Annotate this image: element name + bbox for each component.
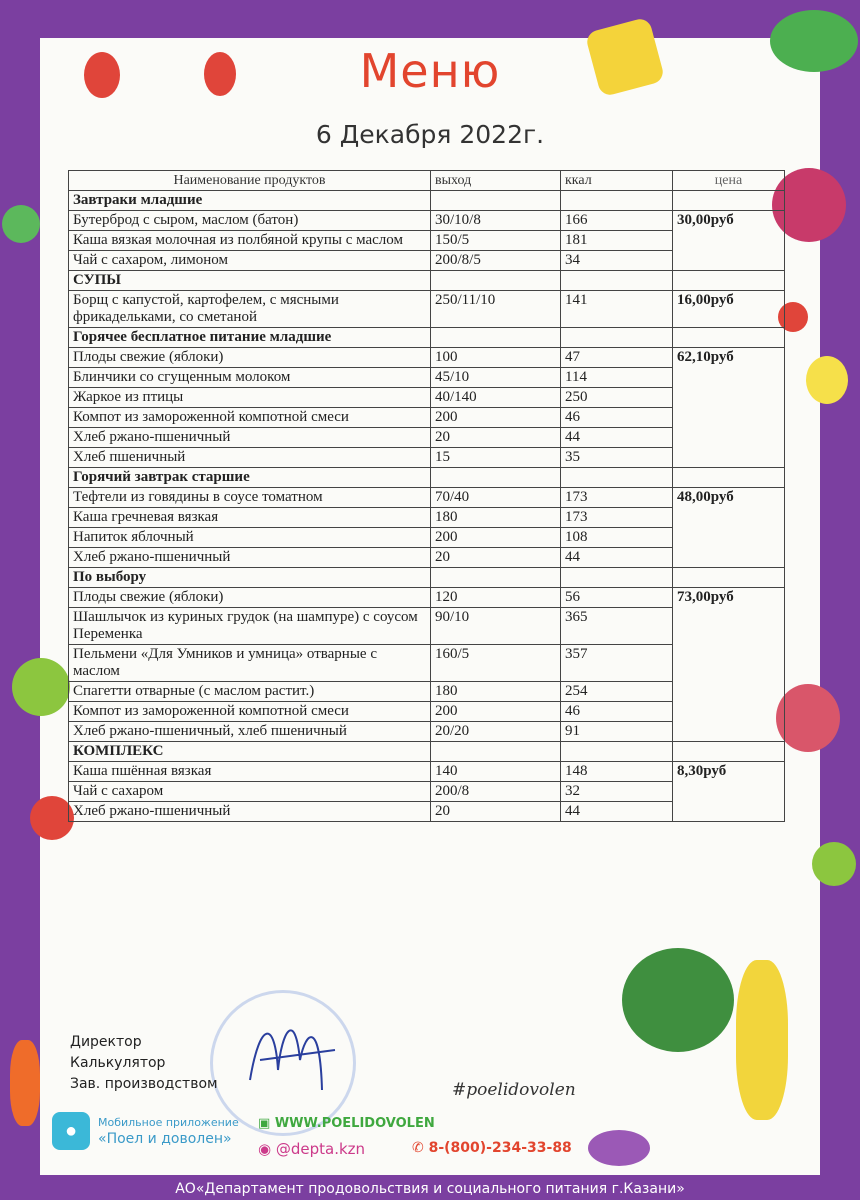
item-name: Борщ с капустой, картофелем, с мясными фрикадельками, со сметаной — [69, 291, 431, 328]
signatures-block — [70, 1032, 218, 1095]
signature-production: Зав. производством — [70, 1076, 218, 1092]
item-name: Компот из замороженной компотной смеси — [69, 702, 431, 722]
item-name: Напиток яблочный — [69, 528, 431, 548]
section-empty-cell — [561, 191, 673, 211]
item-name: Хлеб ржано-пшеничный — [69, 428, 431, 448]
item-yield: 150/5 — [431, 231, 561, 251]
item-name: Хлеб ржано-пшеничный — [69, 548, 431, 568]
item-kcal: 108 — [561, 528, 673, 548]
website-link[interactable] — [258, 1116, 435, 1131]
footer-organization: АО«Департамент продовольствия и социального питания г.Казани» — [175, 1181, 685, 1197]
item-name: Каша вязкая молочная из полбяной крупы с маслом — [69, 231, 431, 251]
section-price: 73,00руб — [673, 588, 785, 742]
phone-link[interactable] — [412, 1140, 572, 1156]
hashtag: #poelidovolen — [452, 1080, 576, 1100]
item-yield: 160/5 — [431, 645, 561, 682]
item-yield: 20 — [431, 802, 561, 822]
instagram-link[interactable] — [258, 1140, 365, 1158]
item-kcal: 35 — [561, 448, 673, 468]
table-row — [69, 348, 785, 368]
item-name: Хлеб ржано-пшеничный — [69, 802, 431, 822]
section-empty-cell — [431, 568, 561, 588]
item-name: Чай с сахаром, лимоном — [69, 251, 431, 271]
table-row — [69, 211, 785, 231]
item-name: Каша гречневая вязкая — [69, 508, 431, 528]
item-yield: 200 — [431, 408, 561, 428]
menu-table-body — [69, 171, 785, 822]
item-yield: 120 — [431, 588, 561, 608]
phone-icon: ✆ — [412, 1140, 429, 1156]
section-price: 8,30руб — [673, 762, 785, 822]
item-kcal: 166 — [561, 211, 673, 231]
section-price: 30,00руб — [673, 211, 785, 271]
item-kcal: 254 — [561, 682, 673, 702]
section-empty-cell — [673, 271, 785, 291]
website-text: WWW.POELIDOVOLEN — [274, 1116, 435, 1131]
item-yield: 45/10 — [431, 368, 561, 388]
section-row — [69, 568, 785, 588]
header-price: цена — [673, 171, 785, 191]
apple-character-icon — [12, 658, 70, 716]
item-yield: 30/10/8 — [431, 211, 561, 231]
section-empty-cell — [673, 328, 785, 348]
item-yield: 20 — [431, 548, 561, 568]
item-kcal: 250 — [561, 388, 673, 408]
table-row — [69, 488, 785, 508]
item-yield: 250/11/10 — [431, 291, 561, 328]
carrot-character-icon — [10, 1040, 40, 1126]
chat-bubble-icon: ● — [52, 1112, 90, 1150]
item-yield: 100 — [431, 348, 561, 368]
section-empty-cell — [561, 742, 673, 762]
item-yield: 70/40 — [431, 488, 561, 508]
item-kcal: 91 — [561, 722, 673, 742]
section-empty-cell — [431, 271, 561, 291]
broccoli-character-icon — [622, 948, 734, 1052]
candy-icon — [588, 1130, 650, 1166]
item-name: Спагетти отварные (с маслом растит.) — [69, 682, 431, 702]
section-empty-cell — [431, 328, 561, 348]
item-kcal: 46 — [561, 702, 673, 722]
section-empty-cell — [561, 568, 673, 588]
item-kcal: 44 — [561, 548, 673, 568]
item-kcal: 56 — [561, 588, 673, 608]
item-name: Хлеб ржано-пшеничный, хлеб пшеничный — [69, 722, 431, 742]
item-name: Жаркое из птицы — [69, 388, 431, 408]
steak-character-icon — [776, 684, 840, 752]
section-empty-cell — [561, 328, 673, 348]
item-name: Плоды свежие (яблоки) — [69, 588, 431, 608]
item-name: Хлеб пшеничный — [69, 448, 431, 468]
mobile-app-link[interactable] — [52, 1112, 239, 1150]
item-kcal: 357 — [561, 645, 673, 682]
item-name: Тефтели из говядины в соусе томатном — [69, 488, 431, 508]
signature-calculator: Калькулятор — [70, 1055, 166, 1071]
signature-director: Директор — [70, 1034, 142, 1050]
item-yield: 20 — [431, 428, 561, 448]
item-kcal: 173 — [561, 488, 673, 508]
section-empty-cell — [561, 271, 673, 291]
menu-date: 6 Декабря 2022г. — [315, 120, 545, 149]
item-name: Бутерброд с сыром, маслом (батон) — [69, 211, 431, 231]
item-yield: 90/10 — [431, 608, 561, 645]
table-row — [69, 588, 785, 608]
section-empty-cell — [673, 568, 785, 588]
item-name: Пельмени «Для Умников и умница» отварные с маслом — [69, 645, 431, 682]
table-row — [69, 762, 785, 782]
item-yield: 200 — [431, 528, 561, 548]
item-name: Плоды свежие (яблоки) — [69, 348, 431, 368]
section-empty-cell — [673, 742, 785, 762]
item-kcal: 173 — [561, 508, 673, 528]
section-empty-cell — [431, 191, 561, 211]
item-kcal: 148 — [561, 762, 673, 782]
item-yield: 40/140 — [431, 388, 561, 408]
page-title: Меню — [359, 44, 501, 98]
banana-character-icon — [736, 960, 788, 1120]
item-yield: 200 — [431, 702, 561, 722]
item-kcal: 141 — [561, 291, 673, 328]
mobile-app-text — [98, 1115, 239, 1147]
section-empty-cell — [431, 468, 561, 488]
section-price: 48,00руб — [673, 488, 785, 568]
instagram-icon: ◉ — [258, 1140, 276, 1158]
section-row — [69, 468, 785, 488]
instagram-handle: @depta.kzn — [275, 1140, 366, 1158]
item-yield: 140 — [431, 762, 561, 782]
section-title: Горячее бесплатное питание младшие — [69, 328, 431, 348]
header-kcal: ккал — [561, 171, 673, 191]
section-price: 16,00руб — [673, 291, 785, 328]
item-kcal: 46 — [561, 408, 673, 428]
item-yield: 15 — [431, 448, 561, 468]
app-caption: Мобильное приложение — [98, 1116, 239, 1129]
section-row — [69, 742, 785, 762]
item-name: Чай с сахаром — [69, 782, 431, 802]
section-title: Завтраки младшие — [69, 191, 431, 211]
item-kcal: 181 — [561, 231, 673, 251]
section-row — [69, 328, 785, 348]
item-kcal: 114 — [561, 368, 673, 388]
item-name: Компот из замороженной компотной смеси — [69, 408, 431, 428]
header-name: Наименование продуктов — [69, 171, 431, 191]
item-name: Блинчики со сгущенным молоком — [69, 368, 431, 388]
item-yield: 180 — [431, 682, 561, 702]
leaf-icon — [2, 205, 40, 243]
section-row — [69, 191, 785, 211]
leaf-icon — [812, 842, 856, 886]
item-kcal: 32 — [561, 782, 673, 802]
section-title: По выбору — [69, 568, 431, 588]
table-header-row — [69, 171, 785, 191]
item-kcal: 47 — [561, 348, 673, 368]
section-empty-cell — [673, 468, 785, 488]
section-empty-cell — [431, 742, 561, 762]
menu-table — [68, 170, 785, 822]
item-kcal: 365 — [561, 608, 673, 645]
app-name: «Поел и доволен» — [98, 1131, 232, 1147]
item-yield: 180 — [431, 508, 561, 528]
section-empty-cell — [673, 191, 785, 211]
item-kcal: 44 — [561, 428, 673, 448]
item-yield: 200/8/5 — [431, 251, 561, 271]
section-row — [69, 271, 785, 291]
section-empty-cell — [561, 468, 673, 488]
table-row — [69, 291, 785, 328]
lemon-character-icon — [806, 356, 848, 404]
item-kcal: 44 — [561, 802, 673, 822]
section-price: 62,10руб — [673, 348, 785, 468]
item-yield: 20/20 — [431, 722, 561, 742]
header-yield: выход — [431, 171, 561, 191]
signature — [240, 1000, 350, 1100]
item-yield: 200/8 — [431, 782, 561, 802]
item-name: Каша пшённая вязкая — [69, 762, 431, 782]
item-name: Шашлычок из куриных грудок (на шампуре) с соусом Переменка — [69, 608, 431, 645]
section-title: Горячий завтрак старшие — [69, 468, 431, 488]
web-icon: ▣ — [258, 1116, 275, 1131]
phone-number: 8-(800)-234-33-88 — [428, 1140, 572, 1156]
section-title: КОМПЛЕКС — [69, 742, 431, 762]
section-title: СУПЫ — [69, 271, 431, 291]
item-kcal: 34 — [561, 251, 673, 271]
